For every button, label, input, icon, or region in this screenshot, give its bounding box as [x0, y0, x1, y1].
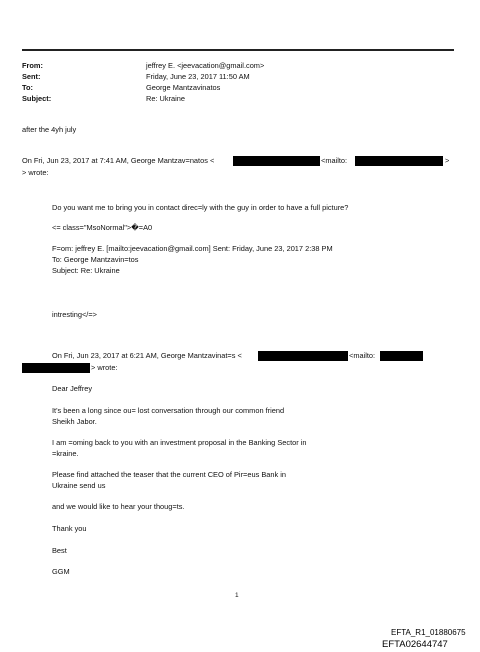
quote2-best: Best — [52, 546, 67, 555]
quote2-wrote: > wrote: — [91, 363, 118, 372]
quote2-p3-line2: Ukraine send us — [52, 481, 106, 490]
redaction-bar — [22, 363, 90, 373]
from-value: jeffrey E. <jeevacation@gmail.com> — [146, 61, 265, 70]
to-label: To: — [22, 83, 33, 92]
header-rule — [22, 49, 454, 51]
quote1-paragraph: Do you want me to bring you in contact direc=ly with the guy in order to have a full picture? — [52, 203, 349, 212]
quote2-intro: On Fri, Jun 23, 2017 at 6:21 AM, George Mantzavinat=s < — [52, 351, 242, 360]
quote2-p1-line2: Sheikh Jabor. — [52, 417, 97, 426]
quote2-p2-line1: I am =oming back to you with an investment proposal in the Banking Sector in — [52, 438, 307, 447]
quote1-from-line: F=om: jeffrey E. [mailto:jeevacation@gmail.com] Sent: Friday, June 23, 2017 2:38 PM — [52, 244, 333, 253]
redaction-bar — [258, 351, 348, 361]
to-value: George Mantzavinatos — [146, 83, 221, 92]
quote1-intro: On Fri, Jun 23, 2017 at 7:41 AM, George Mantzav=natos < — [22, 156, 215, 165]
quote2-mailto: <mailto: — [349, 351, 376, 360]
quote1-mailto: <mailto: — [321, 156, 348, 165]
quote1-subject-line: Subject: Re: Ukraine — [52, 266, 120, 275]
quote1-wrote: > wrote: — [22, 168, 49, 177]
footer-id-secondary: EFTA02644747 — [382, 639, 448, 650]
footer-id-primary: EFTA_R1_01880675 — [391, 628, 466, 637]
sent-value: Friday, June 23, 2017 11:50 AM — [146, 72, 250, 81]
quote2-p2-line2: =kraine. — [52, 449, 79, 458]
sent-label: Sent: — [22, 72, 41, 81]
quote2-thanks: Thank you — [52, 524, 87, 533]
quote2-p3-line1: Please find attached the teaser that the current CEO of Pir=eus Bank in — [52, 470, 286, 479]
quote2-signature: GGM — [52, 567, 70, 576]
page-number: 1 — [235, 592, 239, 599]
quote2-p4: and we would like to hear your thoug=ts. — [52, 502, 185, 511]
quote1-to-line: To: George Mantzavin=tos — [52, 255, 139, 264]
from-label: From: — [22, 61, 43, 70]
quote1-reply: intresting</=> — [52, 310, 97, 319]
redaction-bar — [355, 156, 443, 166]
quote1-artifact: <= class="MsoNormal">�=A0 — [52, 223, 153, 232]
quote2-greeting: Dear Jeffrey — [52, 384, 93, 393]
subject-value: Re: Ukraine — [146, 94, 186, 103]
quote1-close: > — [445, 156, 450, 165]
quote2-p1-line1: It's been a long since ou= lost conversation through our common friend — [52, 406, 285, 415]
subject-label: Subject: — [22, 94, 52, 103]
redaction-bar — [380, 351, 423, 361]
reply-text: after the 4yh july — [22, 125, 77, 134]
redaction-bar — [233, 156, 320, 166]
